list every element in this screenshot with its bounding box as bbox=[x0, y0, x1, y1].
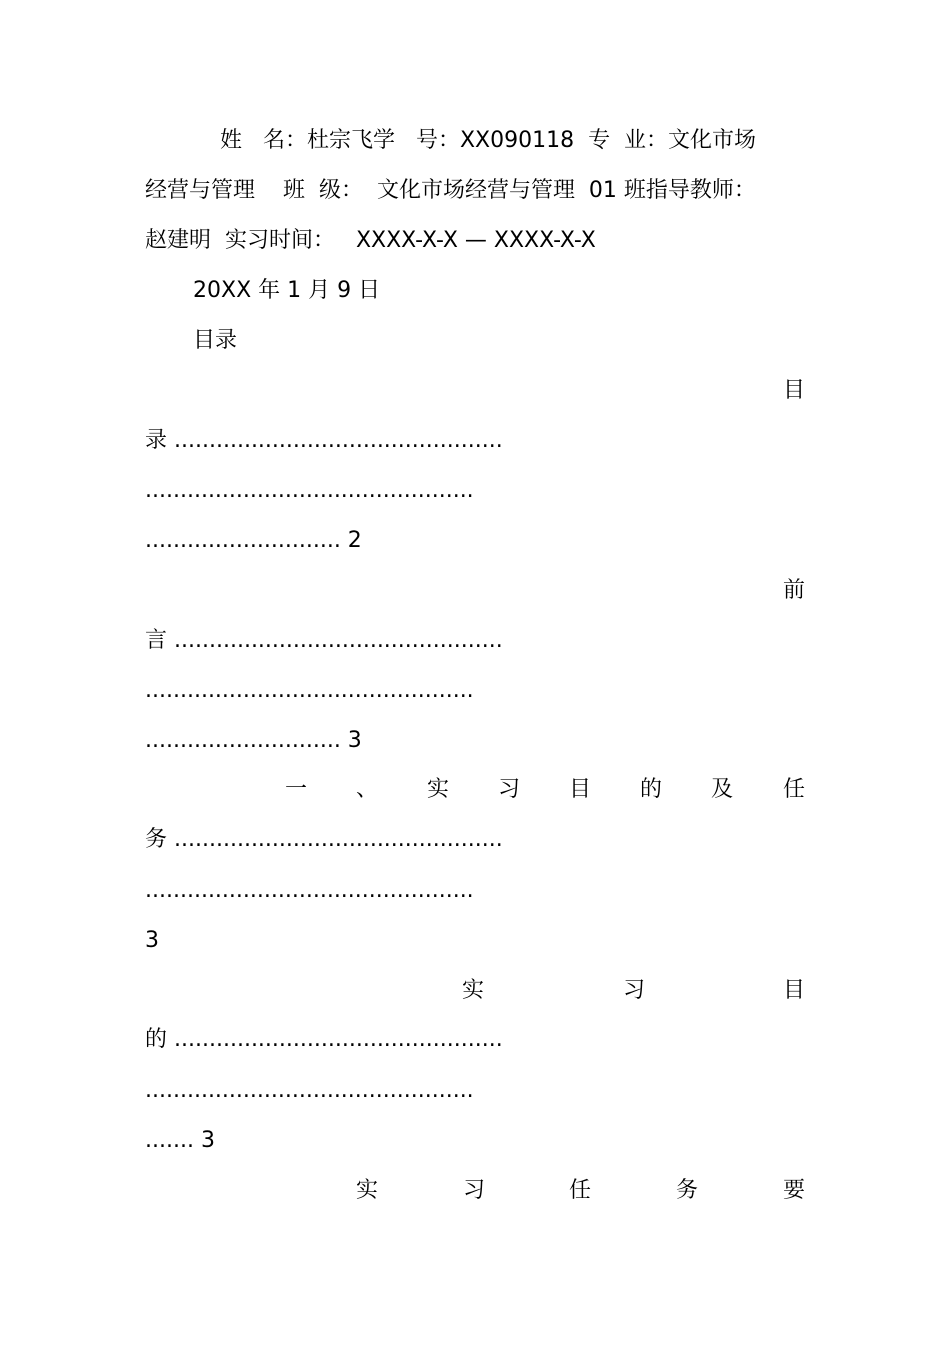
toc-page-number: ............................ 3 bbox=[145, 728, 362, 753]
toc-title-char: 习 bbox=[463, 1178, 486, 1203]
toc-title-char: 录 bbox=[145, 428, 168, 453]
toc-page-number: ............................ 2 bbox=[145, 528, 362, 553]
toc-leader: ............................................... bbox=[145, 678, 474, 703]
toc-leader: ............................................... bbox=[145, 878, 474, 903]
toc-title-char: 目 bbox=[783, 978, 806, 1003]
toc-entry-line bbox=[145, 826, 503, 854]
toc-leader: ............................................... bbox=[174, 827, 503, 852]
toc-title-char: 实 bbox=[462, 978, 485, 1003]
toc-page-number: ....... 3 bbox=[145, 1128, 215, 1153]
toc-leader: ............................................... bbox=[174, 428, 503, 453]
toc-title-char: 言 bbox=[145, 628, 168, 653]
toc-page-number: 3 bbox=[145, 928, 159, 953]
toc-entry-line bbox=[145, 1026, 503, 1054]
toc-title-char: 习 bbox=[623, 978, 646, 1003]
toc-entry-title-line bbox=[145, 1177, 805, 1205]
info-line-class-advisor: 经营与管理 班 级： 文化市场经营与管理 01 班指导教师： bbox=[145, 178, 756, 203]
toc-entry-title-line bbox=[145, 977, 805, 1005]
toc-title-char: 一 bbox=[285, 777, 308, 802]
toc-title-char: 实 bbox=[427, 777, 450, 802]
toc-title-char: 务 bbox=[145, 827, 168, 852]
toc-title-char: 、 bbox=[356, 777, 379, 802]
toc-entry-title-line bbox=[145, 776, 805, 804]
toc-leader: ............................................... bbox=[174, 1027, 503, 1052]
toc-entry-line bbox=[145, 627, 503, 655]
toc-title-char: 任 bbox=[569, 1178, 592, 1203]
toc-entry-title-line bbox=[145, 377, 805, 405]
toc-title-char: 实 bbox=[356, 1178, 379, 1203]
toc-title-char: 目 bbox=[569, 777, 592, 802]
toc-title-char: 目 bbox=[783, 378, 806, 403]
toc-entry-line bbox=[145, 427, 503, 455]
toc-leader: ............................................... bbox=[145, 1078, 474, 1103]
toc-title-char: 前 bbox=[783, 578, 806, 603]
report-date: 20XX 年 1 月 9 日 bbox=[193, 278, 381, 303]
info-line-name-id-major: 姓 名：杜宗飞学 号：XX090118 专 业：文化市场 bbox=[220, 128, 757, 153]
toc-entry-title-line bbox=[145, 577, 805, 605]
toc-title-char: 要 bbox=[783, 1178, 806, 1203]
toc-leader: ............................................... bbox=[174, 628, 503, 653]
toc-title-char: 任 bbox=[783, 777, 806, 802]
toc-heading: 目录 bbox=[193, 328, 238, 353]
toc-title-char: 的 bbox=[145, 1027, 168, 1052]
toc-leader: ............................................... bbox=[145, 478, 474, 503]
toc-title-char: 及 bbox=[711, 777, 734, 802]
toc-title-char: 的 bbox=[640, 777, 663, 802]
toc-title-char: 务 bbox=[676, 1178, 699, 1203]
toc-title-char: 习 bbox=[498, 777, 521, 802]
info-line-advisor-period: 赵建明 实习时间： XXXX-X-X — XXXX-X-X bbox=[145, 228, 596, 253]
